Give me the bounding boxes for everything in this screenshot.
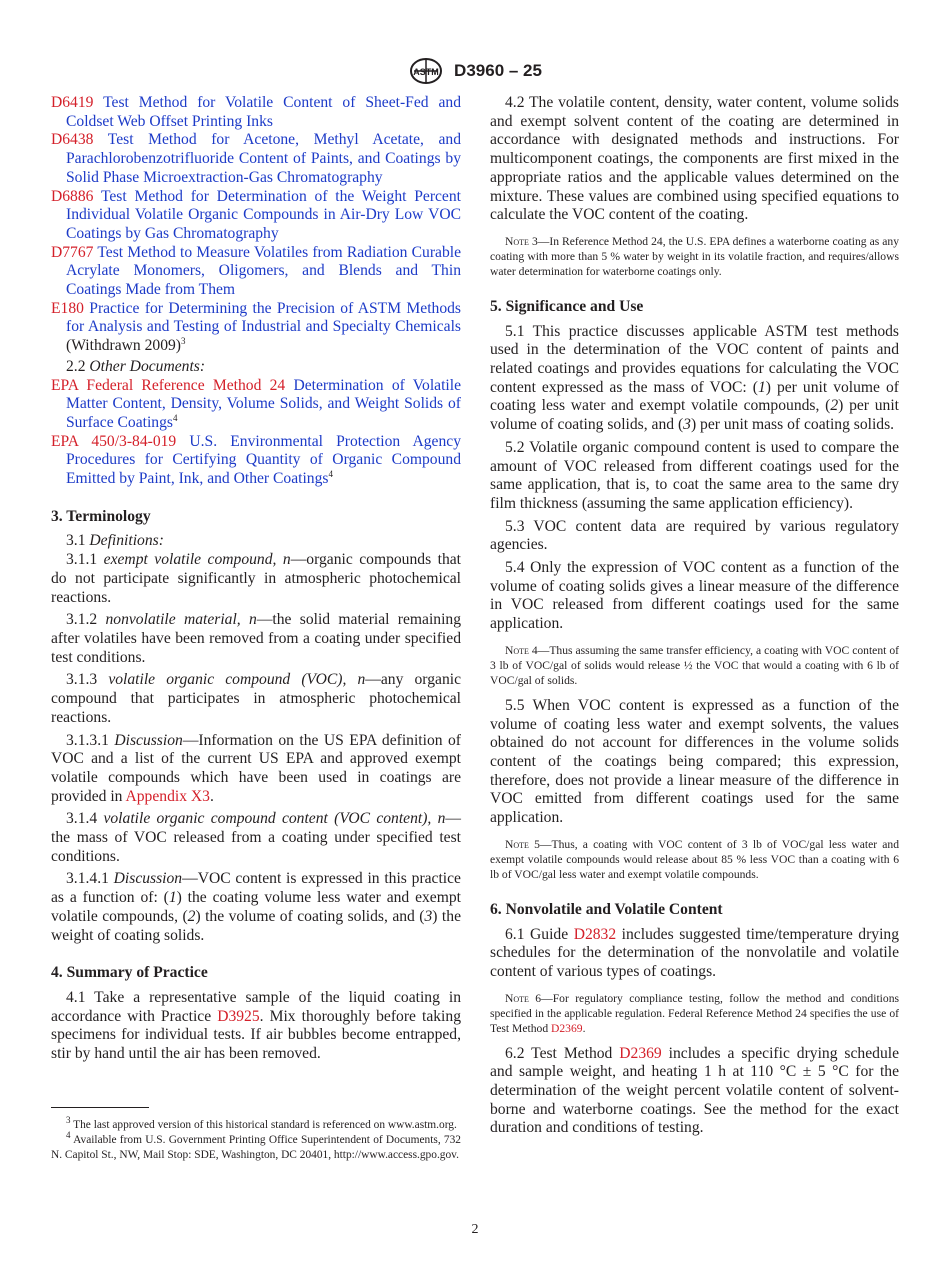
reference-link[interactable]: EPA Federal Reference Method 24 bbox=[51, 376, 286, 394]
practice-link[interactable]: D3925 bbox=[217, 1007, 260, 1025]
footnote-marker: 4 bbox=[172, 412, 178, 423]
svg-text:ASTM: ASTM bbox=[413, 67, 439, 77]
definitions-subheading: 3.1 Definitions: bbox=[66, 532, 164, 550]
note-3: Note 3—In Reference Method 24, the U.S. EPA defines a waterborne coating as any coating with more than 5 % water by weight in its volatile fraction, and requires/allows water determination for waterborne coatings only. bbox=[490, 234, 900, 278]
definition-item: 3.1.2 nonvolatile material, n—the solid material remaining after volatiles have been removed from a coating under specified test conditions. bbox=[51, 611, 461, 666]
right-column bbox=[490, 94, 899, 1138]
paragraph-5-3: 5.3 VOC content data are required by various regulatory agencies. bbox=[490, 517, 899, 554]
reference-entry bbox=[51, 94, 461, 131]
paragraph-6-2: 6.2 Test Method D2369 includes a specific drying schedule and sample weight, and heating 1 h at 110 °C ± 5 °C for the determination of the weight percent volatile content of solvent-borne and waterborne coatings. See the method for the exact duration and conditions of testing. bbox=[490, 1044, 899, 1137]
guide-link[interactable]: D2832 bbox=[573, 925, 617, 943]
reference-link[interactable]: EPA 450/3-84-019 bbox=[51, 432, 177, 450]
footnote: $^4$ Available from U.S. Government Printing Office Superintendent of Documents, 732 N. Capitol St., NW, Mail Stop: SDE, Washington, DC 20401, http://www.access.gpo.gov. bbox=[51, 1130, 461, 1161]
astm-logo-icon bbox=[408, 56, 444, 86]
other-documents-heading: 2.2 Other Documents: bbox=[66, 357, 206, 375]
note-5: Note 5—Thus, a coating with VOC content of 3 lb of VOC/gal less water and exempt volatile compounds would release about 85 % less VOC than a coating with 6 lb of VOC/gal less water and exempt volatile compounds. bbox=[490, 837, 900, 881]
note-6: Note 6—For regulatory compliance testing, follow the method and conditions specified in the applicable regulation. Federal Reference Method 24 specifies the use of Test Method D2369. bbox=[490, 991, 900, 1035]
reference-entry bbox=[51, 131, 461, 187]
reference-link[interactable]: E180 bbox=[51, 299, 84, 317]
left-column bbox=[51, 94, 461, 1064]
page-number: 2 bbox=[471, 1222, 479, 1237]
reference-title-link[interactable]: U.S. Environmental Protection Agency Procedures for Certifying Quantity of Organic Compound Emitted by Paint, Ink, and Other Coatings bbox=[66, 432, 461, 488]
page-header bbox=[0, 56, 950, 86]
paragraph-5-4: 5.4 Only the expression of VOC content as a function of the volume of coating solids gives a linear measure of the difference in VOC released from different coatings used for the same application. bbox=[490, 559, 899, 633]
appendix-link[interactable]: Appendix X3 bbox=[125, 787, 210, 805]
reference-title-link[interactable]: Test Method for Acetone, Methyl Acetate, and Parachlorobenzotrifluoride Content of Paints, and Coatings by Solid Phase Microextraction-Gas Chromatography bbox=[66, 131, 461, 186]
document-code: D3960 – 25 bbox=[454, 61, 542, 80]
reference-link[interactable]: D6886 bbox=[51, 187, 94, 205]
discussion-paragraph: 3.1.4.1 Discussion—VOC content is expressed in this practice as a function of: (1) the coating volume less water and exempt volatile compounds, (2) the volume of coating solids, and (3) the weight of coating solids. bbox=[51, 870, 461, 944]
section-heading: 3. Terminology bbox=[51, 507, 151, 525]
definition-item: 3.1.3 volatile organic compound (VOC), n—any organic compound that participates in atmospheric photochemical reactions. bbox=[51, 671, 461, 726]
paragraph-4-2: 4.2 The volatile content, density, water content, volume solids and exempt solvent content of the coating are determined in accordance with designated methods and instructions. For multicomponent coatings, the components are first mixed in the appropriate ratios and the applicable values determined on the mixture. These values are combined using specified equations to calculate the VOC content of the coating. bbox=[490, 94, 899, 224]
footnote-divider bbox=[51, 1107, 149, 1108]
reference-entry bbox=[51, 188, 461, 244]
test-method-link[interactable]: D2369 bbox=[551, 1021, 583, 1035]
definition-item: 3.1.1 exempt volatile compound, n—organic compounds that do not participate significantly in atmospheric photochemical reactions. bbox=[51, 551, 461, 606]
withdrawn-note: (Withdrawn 2009) bbox=[66, 337, 181, 355]
reference-link[interactable]: D6438 bbox=[51, 131, 94, 149]
reference-title-link[interactable]: Practice for Determining the Precision of ASTM Methods for Analysis and Testing of Industrial and Specialty Chemicals bbox=[66, 299, 461, 336]
reference-entry bbox=[51, 433, 461, 489]
reference-title-link[interactable]: Test Method for Volatile Content of Sheet-Fed and Coldset Web Offset Printing Inks bbox=[66, 94, 461, 130]
reference-entry bbox=[51, 300, 461, 356]
definition-item: 3.1.4 volatile organic compound content (VOC content), n—the mass of VOC released from a coating under specified test conditions. bbox=[51, 810, 461, 865]
paragraph-5-2: 5.2 Volatile organic compound content is used to compare the amount of VOC released from different coatings used for the same application, that is, to coat the same area to the same dry film thickness (assuming the same application efficiency). bbox=[490, 438, 899, 512]
reference-link[interactable]: D6419 bbox=[51, 94, 94, 111]
footnotes bbox=[51, 1115, 461, 1163]
footnote: $^3$ The last approved version of this historical standard is referenced on www.astm.org. bbox=[66, 1115, 457, 1131]
section-heading: 4. Summary of Practice bbox=[51, 964, 208, 982]
discussion-paragraph: 3.1.3.1 Discussion—Information on the US EPA definition of VOC and a list of the current US EPA and approved exempt volatile compounds which have been used in coatings are provided in Appendix X3. bbox=[51, 731, 461, 805]
footnote-marker: 3 bbox=[181, 335, 186, 346]
reference-link[interactable]: D7767 bbox=[51, 243, 94, 261]
footnote-marker: 4 bbox=[328, 468, 333, 479]
paragraph-6-1: 6.1 Guide D2832 includes suggested time/temperature drying schedules for the determination of the nonvolatile and volatile content of various types of coatings. bbox=[490, 925, 899, 980]
reference-entry bbox=[51, 244, 461, 300]
paragraph-5-1: 5.1 This practice discusses applicable ASTM test methods used in the determination of the VOC content of paints and related coatings and provides equations for calculating the VOC content expressed as the mass of VOC: (1) per unit volume of coating less water and exempt volatile compounds, (2) per unit volume of coating solids, and (3) per unit mass of coating solids. bbox=[490, 322, 899, 434]
section-heading: 6. Nonvolatile and Volatile Content bbox=[490, 900, 723, 918]
paragraph-4-1: 4.1 Take a representative sample of the liquid coating in accordance with Practice D3925. Mix thoroughly before taking specimens for individual tests. If air bubbles become entrapped, stir by hand until the air has been removed. bbox=[51, 988, 461, 1063]
reference-title-link[interactable]: Test Method to Measure Volatiles from Radiation Curable Acrylate Monomers, Oligomers, and Blends and Thin Coatings Made from Them bbox=[66, 243, 461, 299]
paragraph-5-5: 5.5 When VOC content is expressed as a function of the volume of coating less water and exempt solvents, the values obtained do not account for differences in the volume solids content of the coatings being compared; this expression, therefore, does not provide a linear measure of the difference in VOC emitted from different coatings used for the same application. bbox=[490, 696, 899, 827]
reference-title-link[interactable]: Determination of Volatile Matter Content, Density, Volume Solids, and Weight Solids of Surface Coatings bbox=[66, 376, 462, 431]
reference-entry bbox=[51, 377, 461, 433]
section-heading: 5. Significance and Use bbox=[490, 297, 644, 315]
note-4: Note 4—Thus assuming the same transfer efficiency, a coating with VOC content of 3 lb of VOC/gal of solids would release ½ the VOC that would a coating with 6 lb of VOC/gal of solids. bbox=[490, 643, 899, 687]
reference-title-link[interactable]: Test Method for Determination of the Weight Percent Individual Volatile Organic Compounds in Air-Dry Low VOC Coatings by Gas Chromatography bbox=[66, 187, 461, 242]
test-method-link[interactable]: D2369 bbox=[619, 1044, 662, 1062]
